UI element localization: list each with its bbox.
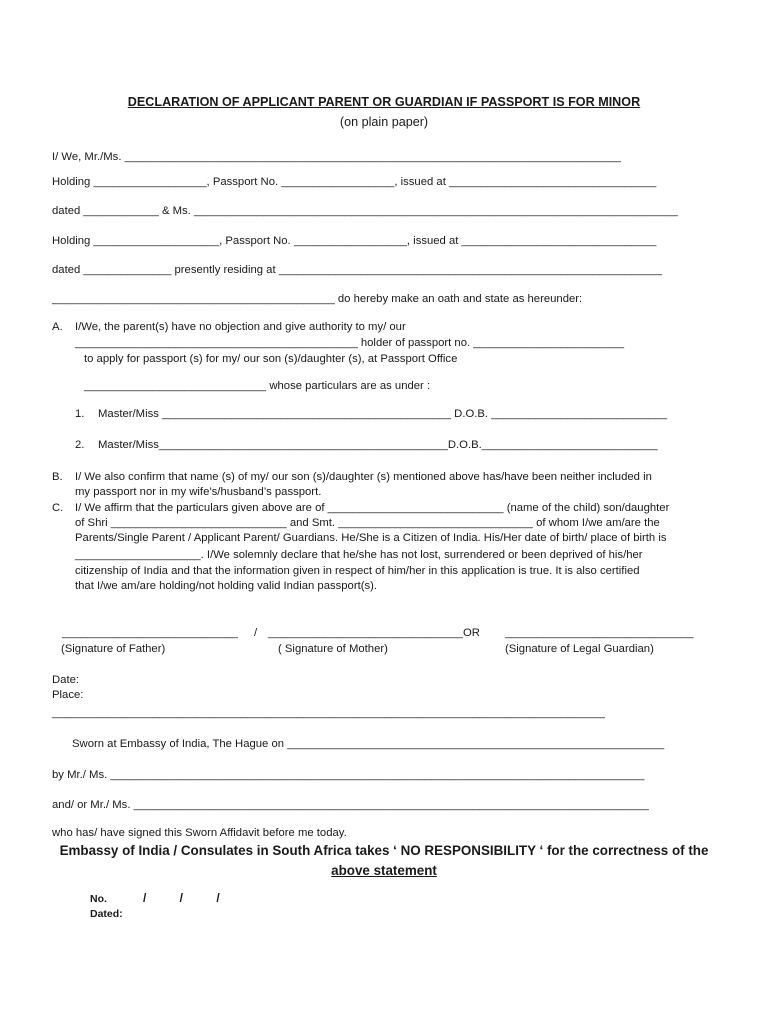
child-2-number: 2. [75,439,85,451]
signature-slash: / [254,627,258,639]
sworn-line: Sworn at Embassy of India, The Hague on ____________________________________________________________ [72,738,665,750]
responsibility-note [52,841,716,881]
form-subtitle: (on plain paper) [339,115,429,129]
child-1-line: Master/Miss ______________________________________________ D.O.B. ____________________________ [98,408,668,420]
date-label: Date: [52,674,80,686]
note-line-2: above statement [331,863,437,878]
child-2-line: Master/Miss______________________________________________D.O.B.____________________________ [98,439,658,451]
applicant-line-1: I/ We, Mr./Ms. _______________________________________________________________________________ [52,151,621,163]
number-label: No. [90,893,107,905]
applicant-line-5: dated ______________ presently residing at _____________________________________________________________ [52,264,662,276]
clause-b-line-1: I/ We also confirm that name (s) of my/ our son (s)/daughter (s) mentioned above has/have been neither included in [75,471,652,483]
child-1-number: 1. [75,408,85,420]
clause-c-line-6: that I/we am/are holding/not holding valid Indian passport(s). [75,580,378,592]
and-or-line: and/ or Mr./ Ms. __________________________________________________________________________________ [52,799,649,811]
guardian-signature-label: (Signature of Legal Guardian) [505,643,654,655]
number-slashes: / / / [143,891,220,905]
clause-b-marker: B. [52,471,63,483]
clause-a-line-1: I/We, the parent(s) have no objection and give authority to my/ our [75,321,406,333]
father-signature-line: ____________________________ [62,627,238,639]
applicant-line-3: dated ____________ & Ms. _____________________________________________________________________________ [52,205,678,217]
clause-a-line-4: _____________________________ whose particulars are as under : [84,380,431,392]
father-signature-label: (Signature of Father) [61,643,166,655]
clause-c-line-4: ____________________. I/We solemnly declare that he/she has not lost, surrendered or been deprived of his/her [75,549,643,561]
who-has-signed: who has/ have signed this Sworn Affidavit before me today. [52,827,347,839]
clause-c-line-2: of Shri ____________________________ and Smt. _______________________________ of whom I/we am/are the [75,517,660,529]
applicant-line-2: Holding __________________, Passport No. __________________, issued at _________________________________ [52,176,657,188]
mother-signature-label: ( Signature of Mother) [278,643,388,655]
note-line-1: Embassy of India / Consulates in South Africa takes ‘ NO RESPONSIBILITY ‘ for the correctness of the [59,843,709,858]
dated-label: Dated: [90,908,123,920]
applicant-line-4: Holding ____________________, Passport No. __________________, issued at _______________________________ [52,235,657,247]
clause-c-line-1: I/ We affirm that the particulars given above are of ____________________________ (name of the child) son/daughter [75,502,670,514]
by-line: by Mr./ Ms. _____________________________________________________________________________________ [52,769,645,781]
guardian-signature-line: ______________________________ [505,627,694,639]
place-label: Place: [52,689,84,701]
signature-or: OR [463,627,480,639]
clause-c-line-5: citizenship of India and that the information given in respect of him/her in this application is true. It is also certified [75,565,640,577]
clause-c-marker: C. [52,502,64,514]
form-title: DECLARATION OF APPLICANT PARENT OR GUARDIAN IF PASSPORT IS FOR MINOR [127,95,641,109]
clause-b-line-2: my passport nor in my wife’s/husband’s passport. [75,486,322,498]
clause-c-line-3: Parents/Single Parent / Applicant Parent/ Guardians. He/She is a Citizen of India. His/Her date of birth/ place of birth is [75,532,667,544]
clause-a-line-3: to apply for passport (s) for my/ our son (s)/daughter (s), at Passport Office [84,353,458,365]
mother-signature-line: _______________________________ [268,627,463,639]
applicant-line-6: _____________________________________________ do hereby make an oath and state as hereunder: [52,293,583,305]
place-rule: ________________________________________________________________________________________ [52,707,605,719]
clause-a-marker: A. [52,321,63,333]
clause-a-line-2: _____________________________________________ holder of passport no. ________________________ [75,337,625,349]
